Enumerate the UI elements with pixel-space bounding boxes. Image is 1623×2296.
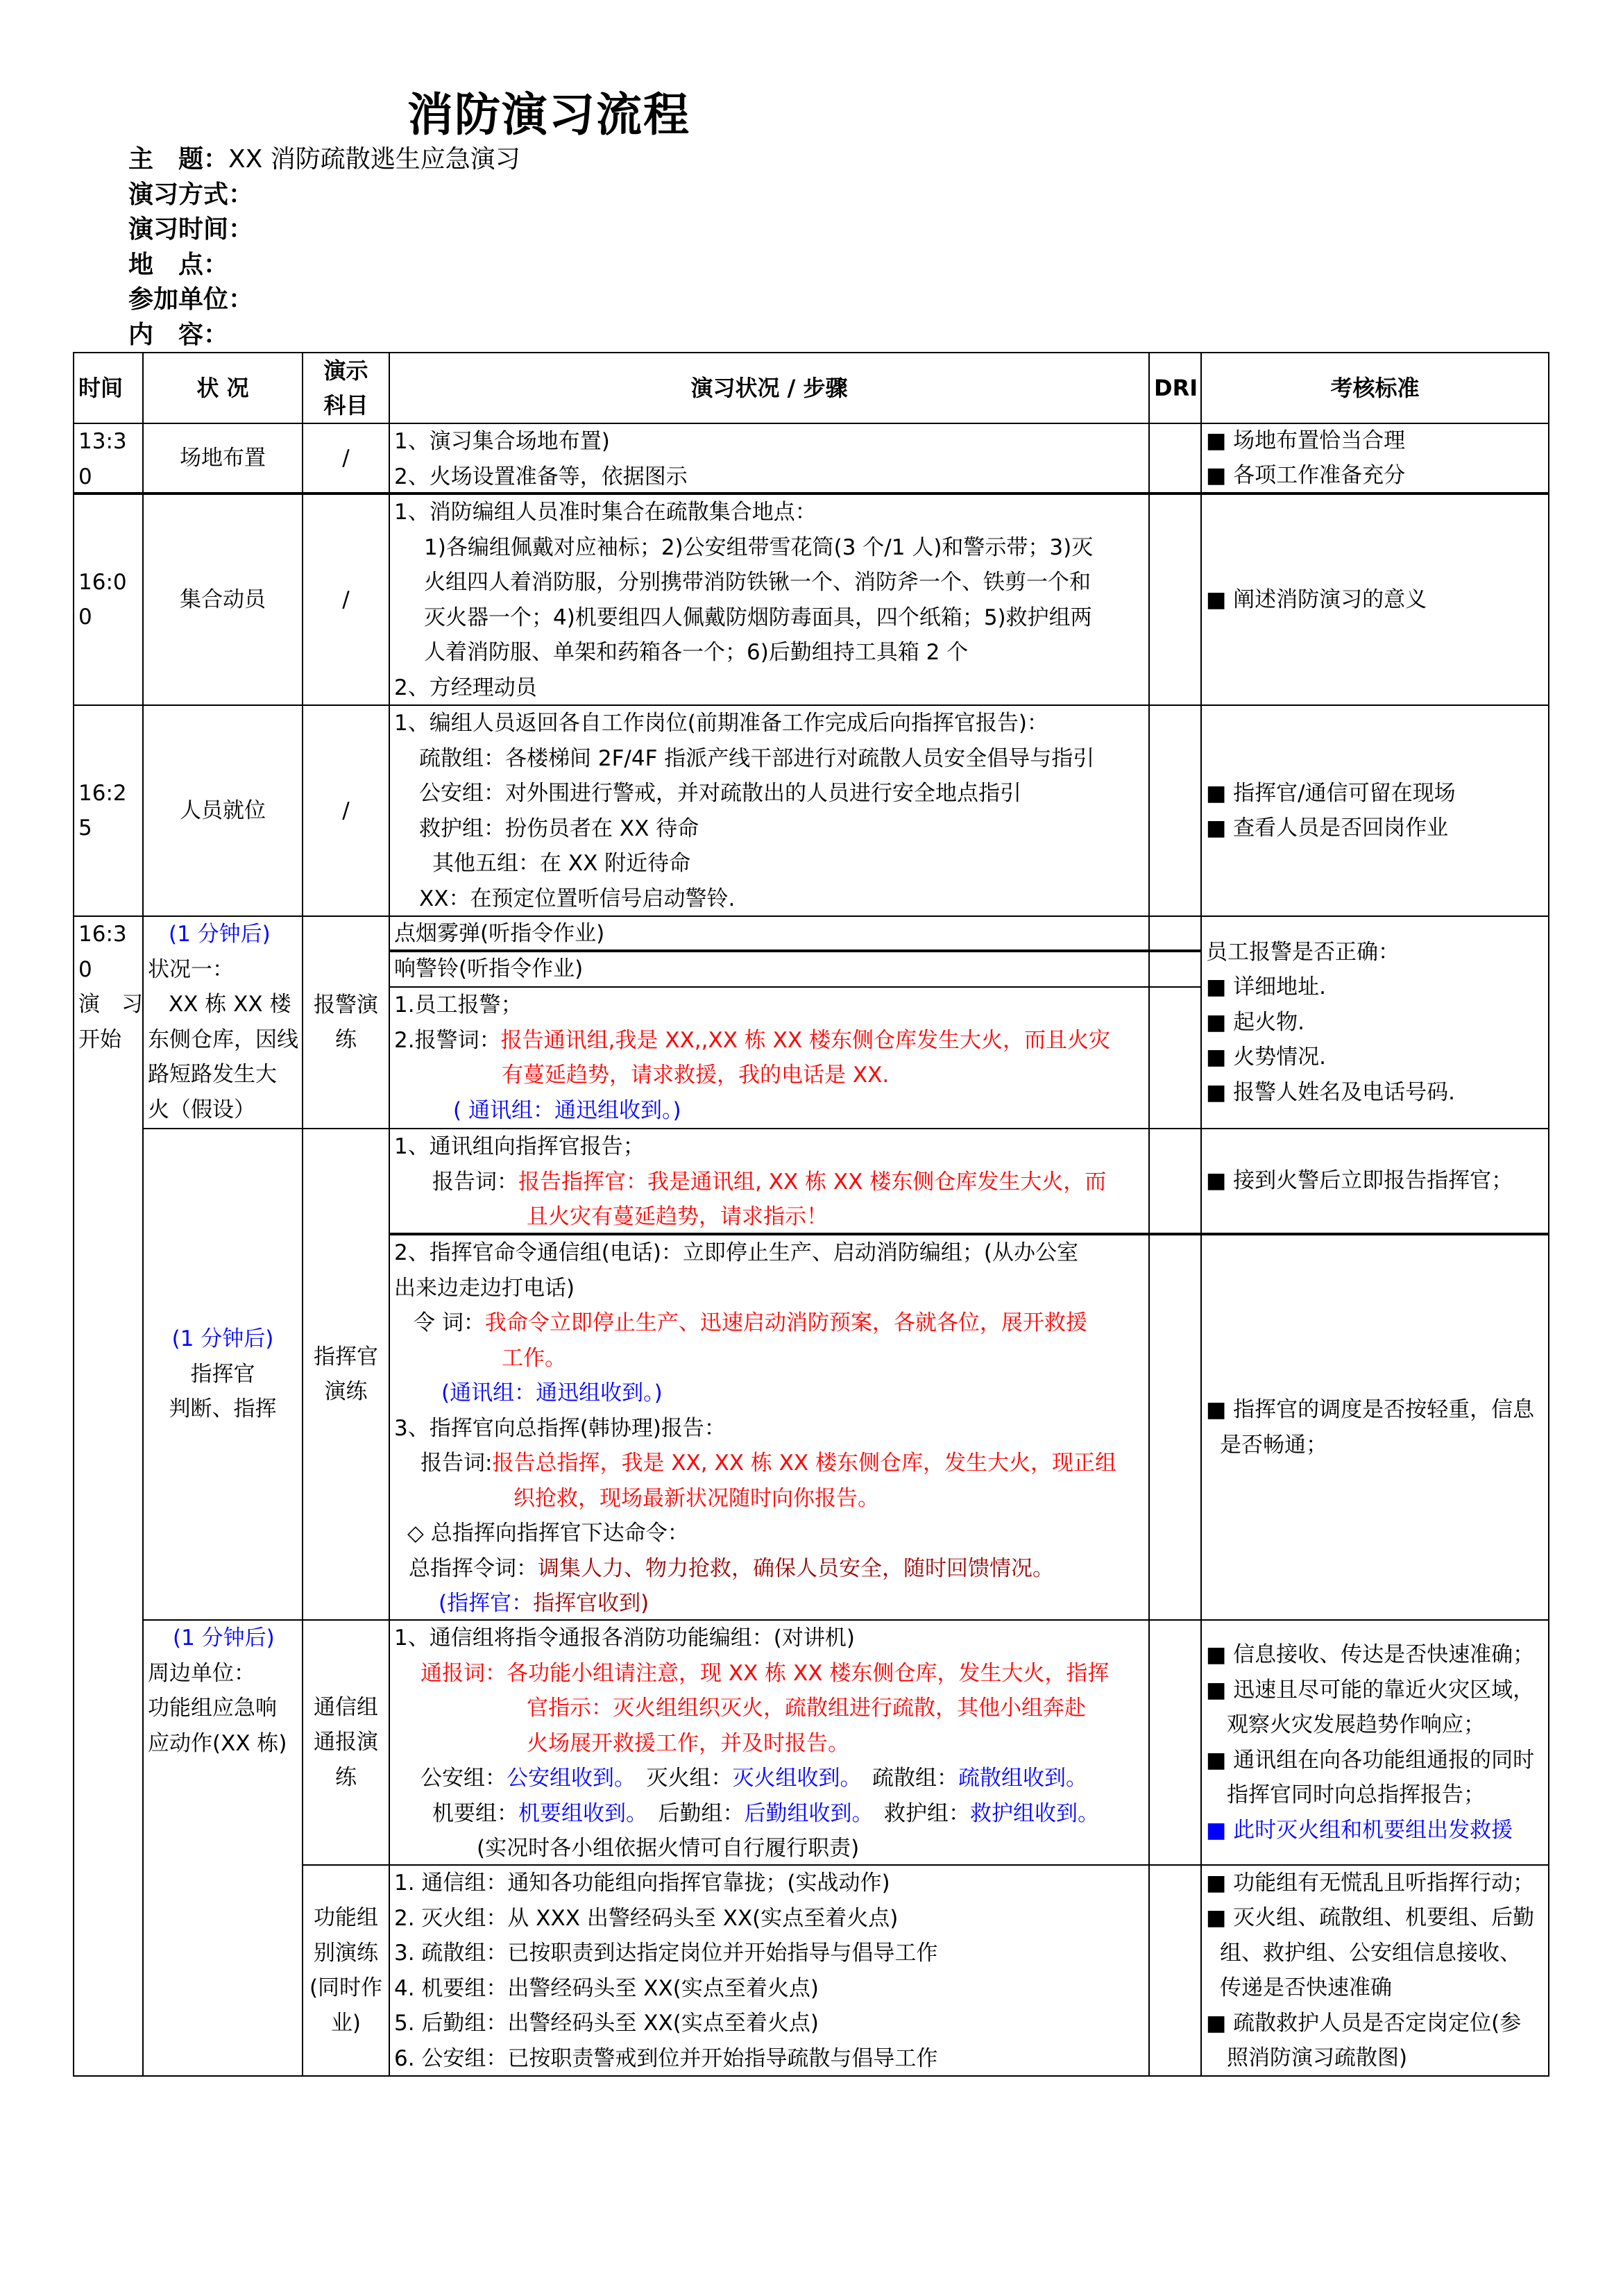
text-segment: 疏散组收到。 [958,1766,1087,1791]
text-segment: 通报词：各功能小组请注意，现 XX 栋 XX 楼东侧仓库，发生大火，指挥 [420,1660,1110,1686]
row4-steps-bell [389,951,1150,988]
row4-steps-notify [389,1619,1150,1866]
text-line [394,1656,1144,1691]
text-line [394,1691,1144,1726]
row3-subject [302,704,390,917]
text-segment: 报告总指挥，我是 XX, XX 栋 XX 楼东侧仓库，发生大火，现正组 [492,1451,1116,1476]
info-label: 参加单位： [128,285,254,314]
row1-status [142,423,303,495]
header-status [142,352,303,424]
text-line: 指挥官 [314,1344,378,1369]
text-line: 1)各编组佩戴对应袖标；2)公安组带雪花筒(3 个/1 人)和警示带；3)灭 [424,534,1094,560]
row2-dri [1148,493,1202,706]
text-segment: 官指示：灭火组组织灭火，疏散组进行疏散，其他小组奔赴 [527,1696,1086,1721]
row1-steps [389,423,1150,495]
text-line: 通报演 [314,1730,378,1755]
row4-subject-commander-drill [302,1128,390,1621]
text-segment: 指挥官收到) [533,1591,649,1616]
text-line: 判断、指挥 [169,1396,277,1422]
info-location [128,248,520,283]
row4-criteria-alarm [1200,915,1549,1129]
text-line: 点烟雾弹(听指令作业) [394,921,605,946]
text-line: 传递是否快速准确 [1220,1975,1392,2000]
row4-criteria-notify [1200,1619,1549,1866]
text-line: XX 栋 XX 楼 [169,992,291,1017]
text-line: 灭火器一个；4)机要组四人佩戴防烟防毒面具，四个纸箱；5)救护组两 [424,605,1092,630]
text-line: ■ 指挥官的调度是否按轻重，信息 [1206,1397,1535,1422]
row2-criteria [1200,493,1549,706]
row1-criteria [1200,423,1549,495]
text-line: 业) [330,2010,362,2036]
text-line: 练 [335,1764,357,1790]
text-line: ■ 功能组有无慌乱且听指挥行动； [1206,1870,1535,1896]
text-line: 1、通讯组向指挥官报告； [394,1134,645,1159]
text-segment: 报告通讯组,我是 XX,,XX 栋 XX 楼东侧仓库发生大火，而且火灾 [500,1027,1110,1053]
text-line: 人着消防服、单架和药箱各一个；6)后勤组持工具箱 2 个 [424,640,969,665]
text-line: 指挥官同时向总指挥报告； [1227,1782,1485,1807]
text-line: ■ 各项工作准备充分 [1206,463,1406,488]
text-line [394,1093,1144,1129]
text-line: 照消防演习疏散图) [1227,2045,1408,2070]
text-segment: 救护组： [863,1800,970,1826]
info-label: 地 点： [128,250,229,279]
text-line [148,1322,298,1357]
text-line [148,1621,298,1656]
header-subject [302,352,390,424]
text-line [148,917,298,952]
header-time [73,352,144,424]
text-line: 科目 [323,392,368,419]
text-line: 开始 [78,1027,121,1052]
text-line: ■ 灭火组、疏散组、机要组、后勤 [1206,1905,1535,1930]
info-topic [128,142,520,178]
row4-subject-notify-drill [302,1619,390,1866]
row1-dri [1148,423,1202,495]
text-segment: 灭火组： [624,1766,733,1791]
text-segment: 疏散组： [851,1766,958,1791]
row2-status [142,493,303,706]
text-line: ◇ 总指挥向指挥官下达命令： [407,1521,689,1546]
text-line: 1、消防编组人员准时集合在疏散集合地点： [394,500,817,525]
text-line: ■ 指挥官/通信可留在现场 [1206,780,1456,806]
row4-status-alarm [142,915,303,1129]
text-line: ■ 迅速且尽可能的靠近火灾区域， [1206,1677,1535,1703]
text-line: 员工报警是否正确： [1206,939,1400,965]
text-line: 通信组 [314,1694,378,1720]
text-segment: 救护组收到。 [970,1800,1099,1826]
row4-dri-7 [1148,1864,1202,2077]
text-line: 公安组：对外围进行警戒，并对疏散出的人员进行安全地点指引 [419,781,1021,806]
info-label: 内 容： [128,320,229,349]
text-segment: 总指挥令词： [409,1555,538,1581]
row3-dri [1148,704,1202,917]
text-segment: 公安组收到。 [507,1766,625,1791]
text-segment: 报告词: [420,1451,493,1476]
row2-time [73,493,144,706]
info-participants [128,282,520,318]
text-line: 东侧仓库，因线 [148,1027,298,1052]
text-line [394,1341,1144,1376]
text-segment: (指挥官： [439,1591,534,1616]
text-segment: 2.报警词： [394,1027,501,1053]
text-line: ■ 阐述消防演习的意义 [1206,586,1427,612]
text-line: 功能组应急响 [148,1696,277,1721]
row4-dri-3 [1148,986,1202,1129]
header-criteria [1200,352,1549,424]
text-line [1206,1813,1544,1848]
text-line: ■ 详细地址. [1206,974,1326,1000]
text-line: / [342,797,350,823]
text-line: 1.员工报警； [394,993,522,1018]
row1-subject [302,423,390,495]
row4-steps-comm-report [389,1128,1150,1235]
text-line: 报警演 [314,992,378,1018]
text-line [394,1586,1144,1621]
text-segment: (1 分钟后) [173,1626,275,1651]
text-line: (实况时各小组依据火情可自行履行职责) [477,1836,860,1861]
text-line: 演习状况 / 步骤 [690,374,848,401]
text-line: DRI [1154,374,1198,401]
text-segment: 机要组： [432,1800,518,1826]
text-line: 疏散组：各楼梯间 2F/4F 指派产线干部进行对疏散人员安全倡导与指引 [419,745,1095,771]
text-segment: 火场展开救援工作，并及时报告。 [527,1730,849,1756]
header-steps [389,352,1150,424]
text-segment: ( 通讯组：通迅组收到。) [453,1097,681,1123]
info-time [128,212,520,248]
text-line: 应动作(XX 栋) [148,1730,287,1756]
text-line: 其他五组：在 XX 附近待命 [432,851,691,876]
text-line: 练 [335,1027,357,1052]
info-label: 演习时间： [128,215,254,244]
text-segment: 我命令立即停止生产、迅速启动消防预案，各就各位，展开救援 [484,1310,1087,1335]
text-segment: 报告词： [432,1169,518,1195]
row4-steps-smoke [389,915,1150,952]
text-segment: 且火灾有蔓延趋势，请求指示！ [527,1204,828,1229]
document-title: 消防演习流程 [407,88,690,142]
drill-info [128,142,520,353]
text-line: 火组四人着消防服，分别携带消防铁锹一个、消防斧一个、铁剪一个和 [424,570,1091,595]
text-segment: 令 词： [414,1310,485,1335]
row4-dri-6 [1148,1619,1202,1866]
text-segment: 后勤组： [636,1800,745,1826]
text-line: 16:3 [78,922,127,947]
text-segment: 织抢救，现场最新状况随时向你报告。 [513,1485,879,1511]
text-line: 时间 [78,374,124,401]
text-line: 场地布置 [180,445,266,471]
row4-dri-5 [1148,1234,1202,1621]
text-line [394,1481,1144,1517]
text-line: 0 [78,956,92,982]
text-line: 功能组 [314,1905,378,1930]
text-line: 0 [78,605,92,630]
row4-status-commander [142,1128,303,1621]
text-line: 6. 公安组：已按职责警戒到位并开始指导疏散与倡导工作 [394,2045,938,2071]
text-line: 2、火场设置准备等，依据图示 [394,464,688,489]
row3-status [142,704,303,917]
row4-dri-1 [1148,915,1202,952]
text-segment: 后勤组收到。 [744,1800,863,1826]
info-label: 主 题： [128,145,229,174]
text-line: ■ 通讯组在向各功能组通报的同时 [1206,1747,1535,1773]
text-line: 组、救护组、公安组信息接收、 [1220,1940,1521,1966]
text-segment: (1 分钟后) [169,922,271,947]
text-line: 状况一： [148,956,234,982]
row4-status-surrounding [142,1619,303,2077]
info-label: 演习方式： [128,180,254,209]
text-line: 1、编组人员返回各自工作岗位(前期准备工作完成后向指挥官报告)： [394,711,1048,736]
text-line: 1、通信组将指令通报各消防功能编组：(对讲机) [394,1626,855,1651]
text-line: ■ 报警人姓名及电话号码. [1206,1079,1455,1105]
row2-steps [389,493,1150,706]
text-line: ■ 接到火警后立即报告指挥官； [1206,1168,1513,1194]
text-line [394,1796,1144,1832]
text-line: 2. 灭火组：从 XXX 出警经码头至 XX(实点至着火点) [394,1905,899,1931]
text-line: 0 [78,464,92,489]
text-line: ■ 疏散救护人员是否定岗定位(参 [1206,2010,1522,2036]
text-segment: ■ 此时灭火组和机要组出发救援 [1206,1817,1513,1843]
text-line: 16:0 [78,569,127,595]
text-line: ■ 场地布置恰当合理 [1206,428,1406,453]
text-segment: 公安组： [420,1766,507,1791]
text-segment: 报告指挥官：我是通讯组, XX 栋 XX 楼东侧仓库发生大火，而 [518,1169,1107,1195]
text-line: ■ 起火物. [1206,1009,1305,1035]
row1-time [73,423,144,495]
text-line: 观察火灾发展趋势作响应； [1227,1712,1485,1737]
text-segment: 灭火组收到。 [732,1766,851,1791]
row4-dri-4 [1148,1128,1202,1235]
text-line [394,1306,1144,1341]
text-line: 5 [78,816,92,841]
text-line: 状 况 [196,374,249,401]
text-line: 演 习 [78,992,143,1017]
text-line [394,1726,1144,1762]
row4-criteria-comm [1200,1128,1549,1235]
info-value: XX 消防疏散逃生应急演习 [228,145,520,174]
row3-time [73,704,144,917]
text-line: 人员就位 [180,797,266,823]
info-method [128,178,520,213]
text-line: 13:3 [78,429,127,454]
text-line: 是否畅通； [1220,1432,1327,1458]
row4-subject-group-drill [302,1864,390,2077]
text-line: 周边单位： [148,1660,255,1686]
text-segment: 工作。 [502,1345,566,1371]
text-line: 响警铃(听指令作业) [394,956,584,981]
text-line [394,1023,1144,1058]
text-line: 4. 机要组：出警经码头至 XX(实点至着火点) [394,1975,819,2001]
row4-steps-commander [389,1234,1150,1621]
row4-dri-2 [1148,951,1202,988]
text-line: 火（假设） [148,1097,255,1122]
text-line: 3. 疏散组：已按职责到达指定岗位并开始指导与倡导工作 [394,1941,938,1966]
text-line [394,1551,1144,1587]
row4-criteria-groups [1200,1864,1549,2077]
row2-subject [302,493,390,706]
text-line: ■ 查看人员是否回岗作业 [1206,816,1449,841]
row4-steps-groups [389,1864,1150,2077]
header-dri [1148,352,1202,424]
text-line: 集合动员 [180,586,266,612]
text-line: 5. 后勤组：出警经码头至 XX(实点至着火点) [394,2011,819,2036]
text-line [394,1058,1144,1093]
text-segment: 机要组收到。 [518,1800,637,1826]
row4-criteria-commander [1200,1234,1549,1621]
text-line: 16:2 [78,780,127,806]
text-line: (同时作 [309,1975,383,2000]
text-line: 路短路发生大 [148,1062,277,1087]
text-line: ■ 火势情况. [1206,1045,1326,1070]
row4-time [73,915,144,2077]
text-segment: (通讯组：通迅组收到。) [441,1381,663,1406]
text-line: / [342,586,350,612]
text-line: 别演练 [314,1940,378,1966]
text-segment: 调集人力、物力抢救，确保人员安全，随时回馈情况。 [538,1555,1054,1581]
text-line: 1. 通信组：通知各功能组向指挥官靠拢；(实战动作) [394,1871,890,1896]
text-line: 出来边走边打电话) [394,1275,575,1301]
text-line: 演示 [323,357,368,384]
row4-subject-alarm-drill [302,915,390,1129]
row3-steps [389,704,1150,917]
row3-criteria [1200,704,1549,917]
text-line: 考核标准 [1330,374,1420,401]
text-line: XX：在预定位置听信号启动警铃. [419,886,736,911]
text-line: ■ 信息接收、传达是否快速准确； [1206,1642,1535,1667]
text-line [394,1376,1144,1411]
text-line: 救护组：扮伤员者在 XX 待命 [419,816,699,841]
text-line: 2、指挥官命令通信组(电话)：立即停止生产、启动消防编组；(从办公室 [394,1240,1079,1265]
text-line: 3、指挥官向总指挥(韩协理)报告： [394,1415,726,1441]
text-line [394,1199,1144,1235]
text-line [394,1761,1144,1796]
text-line: 演练 [324,1379,368,1404]
text-line: / [342,445,350,471]
text-segment: 有蔓延趋势，请求救援，我的电话是 XX. [502,1063,890,1088]
row4-steps-report [389,986,1150,1129]
info-content [128,318,520,353]
text-line: 2、方经理动员 [394,675,537,700]
text-segment: (1 分钟后) [171,1326,274,1352]
text-line: 1、演习集合场地布置) [394,429,610,454]
text-line [394,1446,1144,1481]
text-line: 指挥官 [190,1361,255,1387]
text-line [394,1165,1144,1200]
